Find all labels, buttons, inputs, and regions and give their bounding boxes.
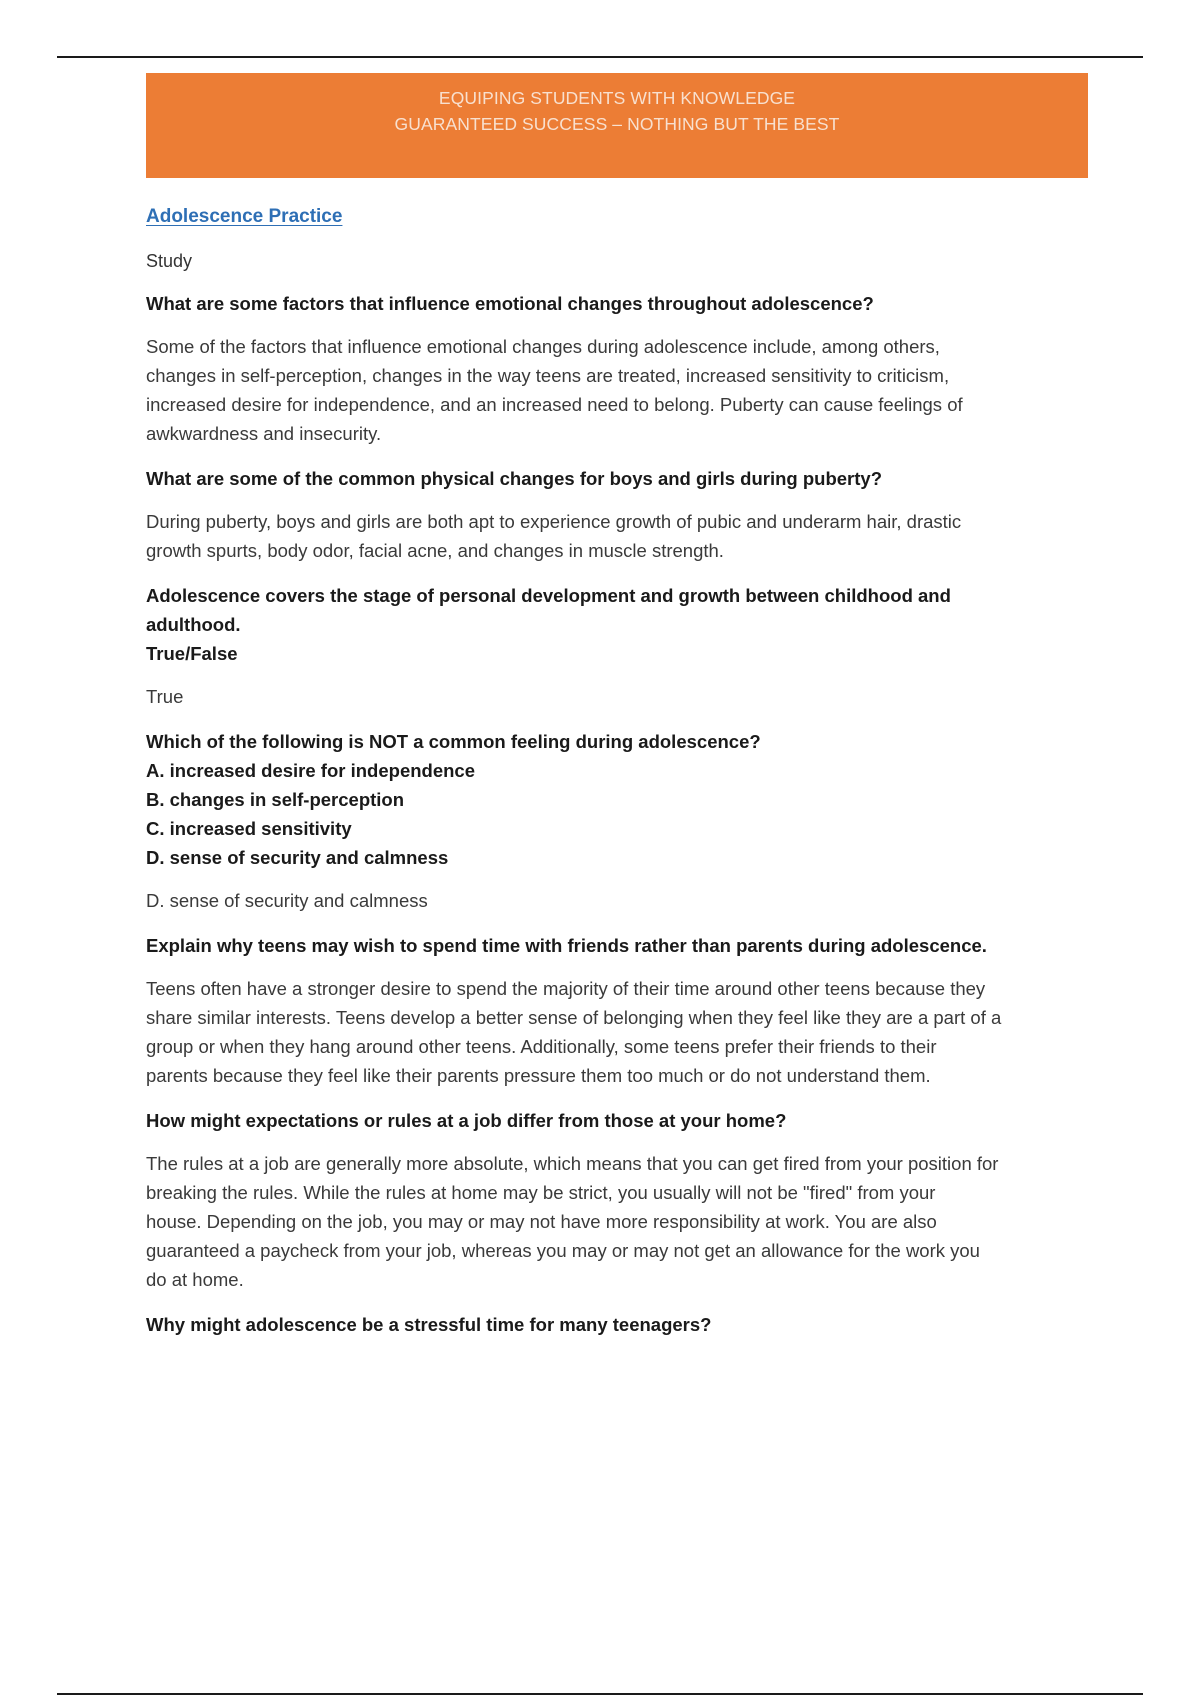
question-line: What are some of the common physical changes for boys and girls during puberty? — [146, 468, 883, 489]
answer-line: group or when they hang around other teens. Additionally, some teens prefer their friends to their — [146, 1036, 937, 1057]
answer-line: increased desire for independence, and an increased need to belong. Puberty can cause feelings of — [146, 394, 963, 415]
question-line: Which of the following is NOT a common feeling during adolescence? — [146, 731, 761, 752]
question — [146, 1106, 1091, 1135]
answer-line: growth spurts, body odor, facial acne, and changes in muscle strength. — [146, 540, 724, 561]
answer-line: During puberty, boys and girls are both apt to experience growth of pubic and underarm hair, drastic — [146, 511, 962, 532]
question-line: What are some factors that influence emotional changes throughout adolescence? — [146, 293, 874, 314]
answer — [146, 332, 1091, 448]
answer-line: D. sense of security and calmness — [146, 890, 428, 911]
question-line: Why might adolescence be a stressful time for many teenagers? — [146, 1314, 712, 1335]
question-line: How might expectations or rules at a job differ from those at your home? — [146, 1110, 787, 1131]
question — [146, 931, 1091, 960]
question-line: Adolescence covers the stage of personal development and growth between childhood and — [146, 585, 951, 606]
answer — [146, 974, 1091, 1090]
answer — [146, 1149, 1091, 1294]
study-label: Study — [146, 251, 193, 271]
answer-line: house. Depending on the job, you may or may not have more responsibility at work. You are also — [146, 1211, 937, 1232]
bottom-rule — [57, 1693, 1143, 1695]
document-title-link[interactable]: Adolescence Practice — [146, 206, 343, 227]
answer-line: parents because they feel like their parents pressure them too much or do not understand them. — [146, 1065, 931, 1086]
question-line: B. changes in self-perception — [146, 789, 405, 810]
question-line: D. sense of security and calmness — [146, 847, 449, 868]
banner-line-1: EQUIPING STUDENTS WITH KNOWLEDGE — [438, 88, 796, 108]
answer-line: Some of the factors that influence emotional changes during adolescence include, among others, — [146, 336, 940, 357]
question-line: adulthood. — [146, 614, 241, 635]
top-rule — [57, 56, 1143, 58]
answer — [146, 682, 1091, 711]
question-line: True/False — [146, 643, 238, 664]
question — [146, 1310, 1091, 1339]
answer-line: share similar interests. Teens develop a better sense of belonging when they feel like they are a part of a — [146, 1007, 1002, 1028]
question-line: A. increased desire for independence — [146, 760, 475, 781]
question — [146, 464, 1091, 493]
answer-line: awkwardness and insecurity. — [146, 423, 382, 444]
answer-line: The rules at a job are generally more absolute, which means that you can get fired from your position for — [146, 1153, 999, 1174]
question — [146, 581, 1091, 668]
question-line: Explain why teens may wish to spend time with friends rather than parents during adolescence. — [146, 935, 987, 956]
answer — [146, 507, 1091, 565]
question-line: C. increased sensitivity — [146, 818, 352, 839]
answer-line: changes in self-perception, changes in the way teens are treated, increased sensitivity to criticism, — [146, 365, 950, 386]
document-body — [146, 200, 1091, 1339]
answer-line: Teens often have a stronger desire to spend the majority of their time around other teens because they — [146, 978, 986, 999]
answer-line: do at home. — [146, 1269, 244, 1290]
banner-line-2: GUARANTEED SUCCESS – NOTHING BUT THE BEST — [394, 114, 840, 134]
question — [146, 289, 1091, 318]
answer — [146, 886, 1091, 915]
question — [146, 727, 1091, 872]
qa-list — [146, 289, 1091, 1339]
header-banner — [146, 73, 1088, 178]
answer-line: guaranteed a paycheck from your job, whereas you may or may not get an allowance for the work you — [146, 1240, 980, 1261]
answer-line: True — [146, 686, 184, 707]
answer-line: breaking the rules. While the rules at home may be strict, you usually will not be "fired" from your — [146, 1182, 936, 1203]
